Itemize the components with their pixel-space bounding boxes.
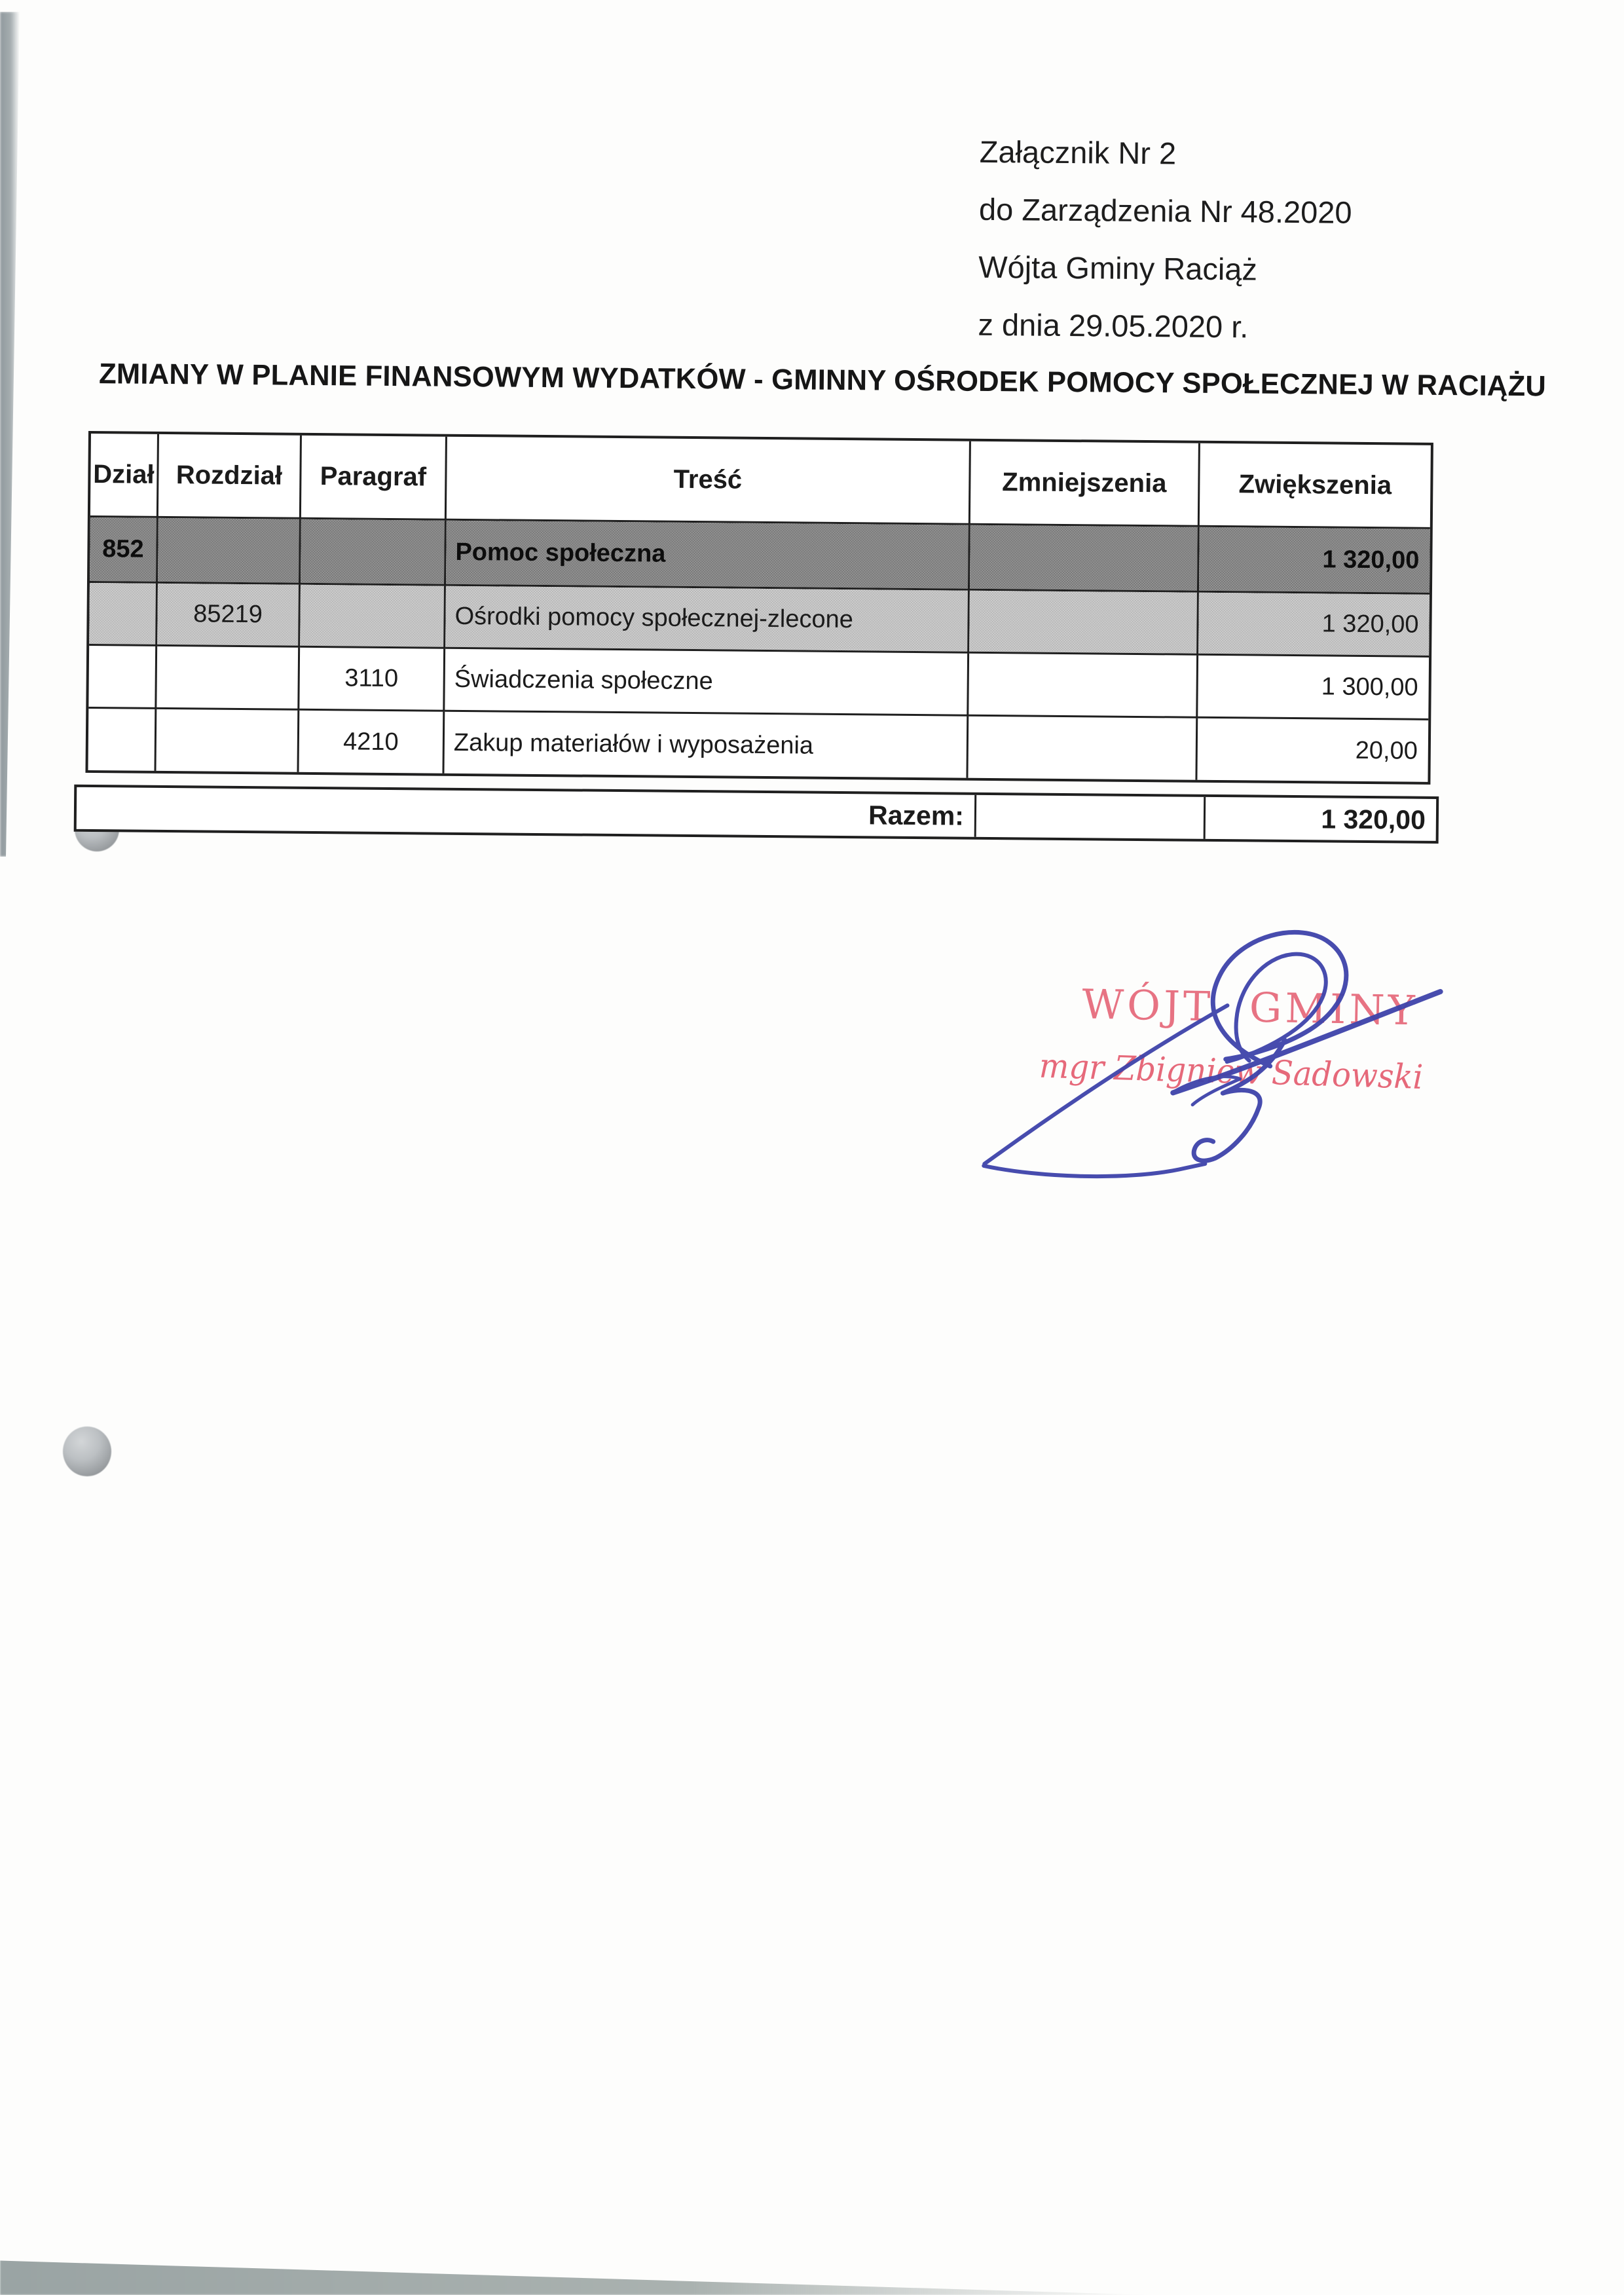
attachment-line: z dnia 29.05.2020 r. (978, 307, 1249, 345)
table-cell: 1 300,00 (1198, 656, 1429, 720)
table-cell (301, 519, 447, 586)
page-title: ZMIANY W PLANIE FINANSOWYM WYDATKÓW - GMINNY OŚRODEK POMOCY SPOŁECZNEJ W RACIĄŻU (98, 358, 1547, 403)
table-cell: 3110 (299, 648, 445, 712)
table-cell (88, 646, 157, 709)
signature-ink (943, 911, 1509, 1223)
col-header-rozdzial: Rozdział (158, 434, 302, 519)
table-cell (969, 654, 1198, 718)
col-header-zwiekszenia: Zwiększenia (1200, 443, 1431, 529)
table-cell: 1 320,00 (1198, 593, 1430, 658)
table-cell: Zakup materiałów i wyposażenia (444, 712, 969, 778)
expenses-table (85, 431, 1433, 785)
table-cell (88, 709, 157, 771)
attachment-reference (978, 123, 1353, 357)
table-cell: Pomoc społeczna (446, 521, 970, 591)
attachment-line: Załącznik Nr 2 (979, 134, 1177, 171)
stamp-signer-name: mgr Zbigniew Sadowski (1039, 1047, 1424, 1098)
table-cell: 1 320,00 (1199, 527, 1430, 595)
col-header-zmniejszenia: Zmniejszenia (970, 441, 1200, 527)
col-header-tresc: Treść (447, 437, 971, 525)
table-cell (968, 717, 1198, 780)
table-cell: 4210 (299, 711, 445, 774)
table-cell: 20,00 (1355, 736, 1418, 765)
table-cell (969, 591, 1199, 656)
table-cell (157, 646, 300, 711)
summary-zmniejszenia-value (976, 795, 1206, 839)
attachment-line: Wójta Gminy Raciąż (978, 249, 1258, 287)
col-header-dzial: Dział (90, 434, 159, 518)
table-cell (970, 525, 1200, 593)
stamp-office-title: WÓJT GMINY (1081, 980, 1419, 1035)
col-header-paragraf: Paragraf (301, 436, 447, 521)
summary-zwiekszenia-value: 1 320,00 (1321, 803, 1426, 835)
table-cell (300, 585, 446, 649)
table-cell: Świadczenia społeczne (445, 649, 969, 717)
summary-label: Razem: (77, 787, 977, 837)
table-cell (156, 709, 299, 772)
summary-row (74, 785, 1439, 844)
table-cell: 85219 (157, 584, 301, 648)
table-cell: Ośrodki pomocy społecznej-zlecone (445, 586, 970, 654)
table-cell (158, 518, 301, 585)
attachment-line: do Zarządzenia Nr 48.2020 (978, 191, 1352, 230)
table-cell (89, 583, 158, 646)
table-cell: 852 (90, 517, 158, 584)
